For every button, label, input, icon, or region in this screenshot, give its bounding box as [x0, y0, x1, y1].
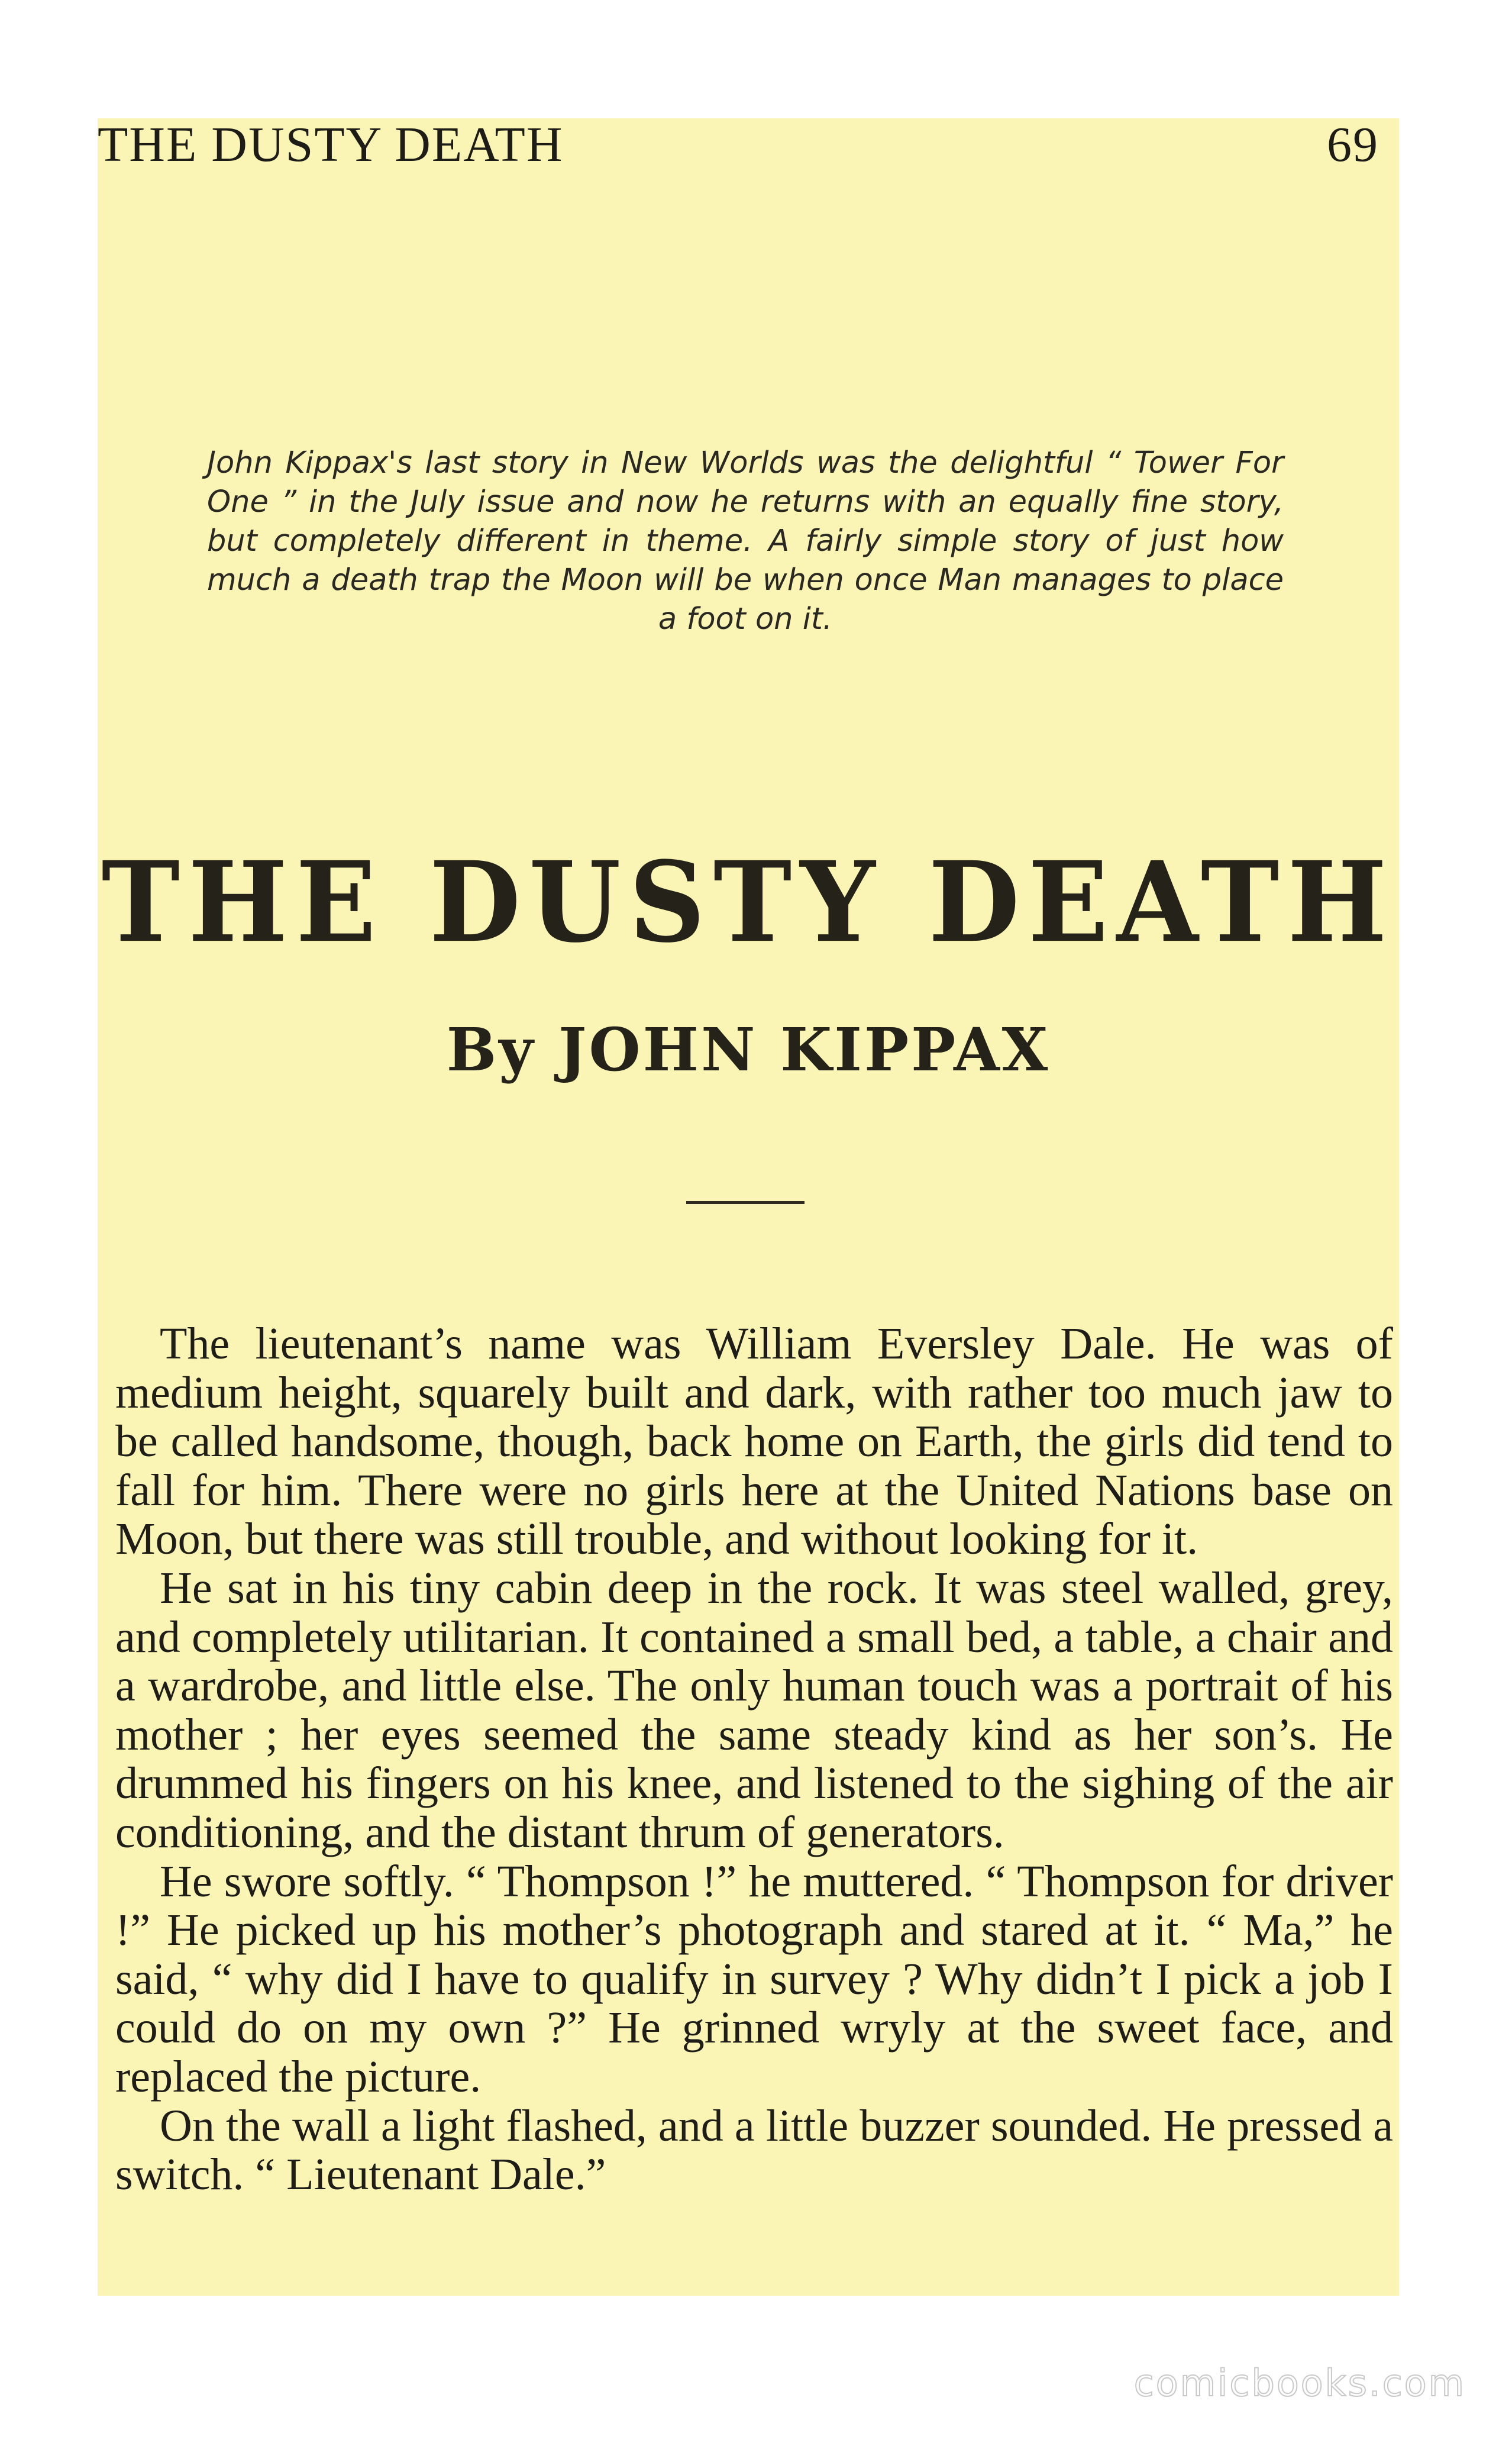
story-byline: By JOHN KIPPAX	[446, 1015, 1051, 1085]
running-title: THE DUSTY DEATH	[98, 117, 564, 172]
watermark: comicbooks.com	[1133, 2361, 1466, 2405]
story-body	[115, 1319, 1393, 2199]
editorial-blurb: John Kippax's last story in New Worlds was the delightful “ Tower For One ” in the July issue and now he returns with an equally fine story, but completely different in theme. A fairly simple story of just how much a death trap the Moon will be when once Man manages to place a foot on it.	[207, 446, 1284, 637]
paragraph: The lieutenant’s name was William Eversley Dale. He was of medium height, squarely built and dark, with rather too much jaw to be called handsome, though, back home on Earth, the girls did tend to fall for him. There were no girls here at the United Nations base on Moon, but there was still trouble, and without looking for it.	[115, 1319, 1393, 1564]
paragraph: He swore softly. “ Thompson !” he muttered. “ Thompson for driver !” He picked up his mother’s photograph and stared at it. “ Ma,” he said, “ why did I have to qualify in survey ? Why didn’t I pick a job I could do on my own ?” He grinned wryly at the sweet face, and replaced the picture.	[115, 1856, 1393, 2102]
story-title: THE DUSTY DEATH	[101, 837, 1395, 967]
paragraph: He sat in his tiny cabin deep in the rock. It was steel walled, grey, and completely utilitarian. It contained a small bed, a table, a chair and a wardrobe, and little else. The only human touch was a portrait of his mother ; her eyes seemed the same steady kind as her son’s. He drummed his fingers on his knee, and listened to the sighing of the air conditioning, and the distant thrum of generators.	[115, 1563, 1393, 1857]
divider-rule	[686, 1201, 805, 1204]
running-head	[98, 116, 1399, 175]
paragraph: On the wall a light flashed, and a little buzzer sounded. He pressed a switch. “ Lieutenant Dale.”	[115, 2100, 1393, 2200]
page-number: 69	[1327, 117, 1379, 172]
